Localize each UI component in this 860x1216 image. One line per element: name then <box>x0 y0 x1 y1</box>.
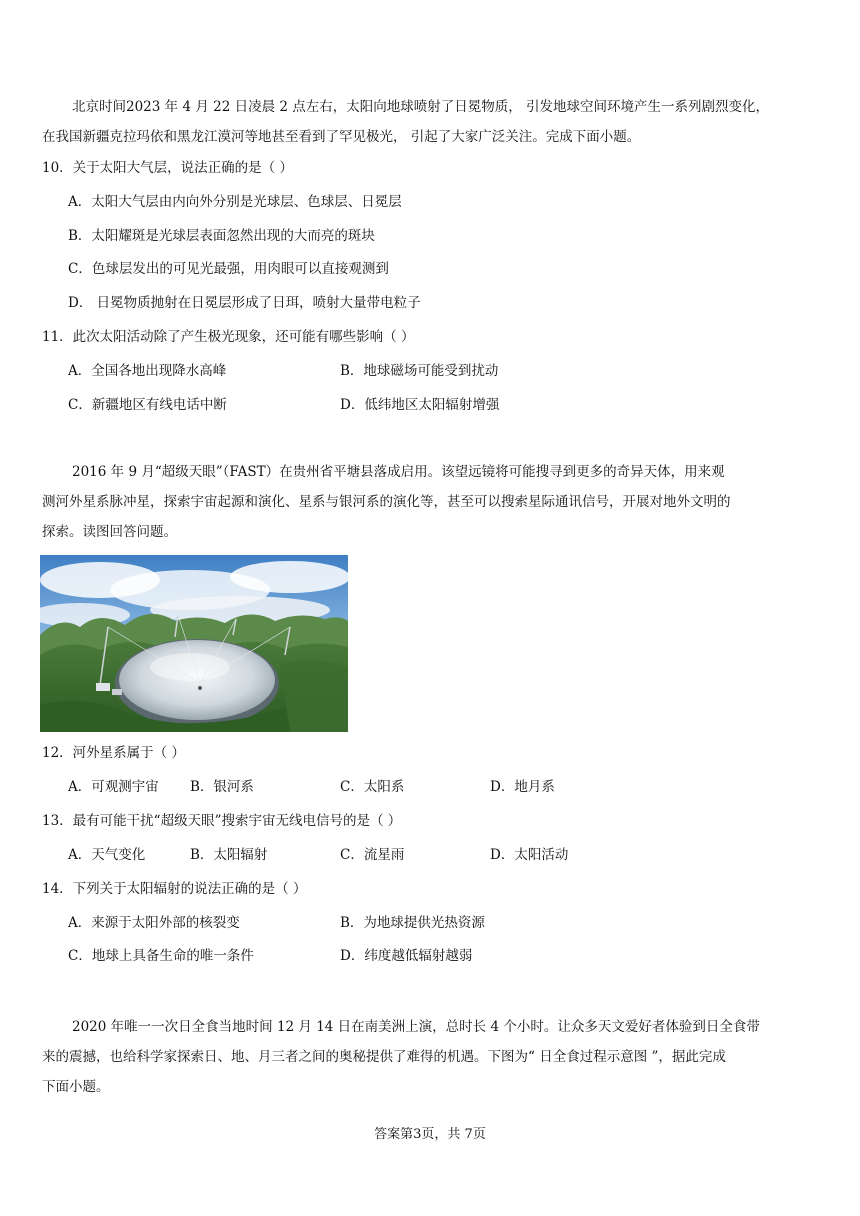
question-10-option-d: D． 日冕物质抛射在日冕层形成了日珥，喷射大量带电粒子 <box>68 295 421 311</box>
question-14-option-d: D．纬度越低辐射越弱 <box>340 948 473 964</box>
question-11-option-b: B．地球磁场可能受到扰动 <box>340 363 499 379</box>
passage-line: 2020 年唯一一次日全食当地时间 12 月 14 日在南美洲上演，总时长 4 个小时。让众多天文爱好者体验到日全食带 <box>72 1019 760 1035</box>
question-14-stem: 14．下列关于太阳辐射的说法正确的是（ ） <box>42 881 307 897</box>
question-14-option-c: C．地球上具备生命的唯一条件 <box>68 948 254 964</box>
fast-telescope-photo <box>40 555 348 732</box>
question-12-option-d: D．地月系 <box>490 779 555 795</box>
question-13-option-c: C．流星雨 <box>340 847 405 863</box>
question-14-option-b: B．为地球提供光热资源 <box>340 915 485 931</box>
question-12-option-b: B．银河系 <box>190 779 254 795</box>
question-10-option-a: A．太阳大气层由内向外分别是光球层、色球层、日冕层 <box>68 194 402 210</box>
question-11-option-d: D．低纬地区太阳辐射增强 <box>340 397 500 413</box>
question-14-option-a: A．来源于太阳外部的核裂变 <box>68 915 240 931</box>
page-footer: 答案第3页，共 7页 <box>374 1127 486 1142</box>
passage-line: 在我国新疆克拉玛依和黑龙江漠河等地甚至看到了罕见极光， 引起了大家广泛关注。完成下面小题。 <box>42 129 641 145</box>
passage-line: 探索。读图回答问题。 <box>42 524 177 540</box>
passage-solar-eclipse <box>42 1012 818 1102</box>
passage-line: 下面小题。 <box>42 1079 110 1095</box>
question-12-option-c: C．太阳系 <box>340 779 405 795</box>
question-10-stem: 10．关于太阳大气层，说法正确的是（ ） <box>42 160 293 176</box>
question-13-option-a: A．天气变化 <box>68 847 146 863</box>
passage-solar-activity <box>42 92 818 152</box>
question-13-option-b: B．太阳辐射 <box>190 847 268 863</box>
question-10-option-b: B．太阳耀斑是光球层表面忽然出现的大而亮的斑块 <box>68 228 375 244</box>
passage-line: 测河外星系脉冲星，探索宇宙起源和演化、星系与银河系的演化等，甚至可以搜索星际通讯信号，开展对地外文明的 <box>42 494 731 510</box>
question-11-option-c: C．新疆地区有线电话中断 <box>68 397 227 413</box>
passage-fast-telescope <box>42 457 818 547</box>
question-12-option-a: A．可观测宇宙 <box>68 779 159 795</box>
passage-line: 来的震撼，也给科学家探索日、地、月三者之间的奥秘提供了难得的机遇。下图为“ 日全食过程示意图 ”，据此完成 <box>42 1049 726 1065</box>
passage-line: 2016 年 9 月“超级天眼”（FAST）在贵州省平塘县落成启用。该望远镜将可能搜寻到更多的奇异天体，用来观 <box>72 464 725 480</box>
question-13-stem: 13．最有可能干扰“超级天眼”搜索宇宙无线电信号的是（ ） <box>42 813 402 829</box>
question-11-option-a: A．全国各地出现降水高峰 <box>68 363 227 379</box>
question-11-stem: 11．此次太阳活动除了产生极光现象，还可能有哪些影响（ ） <box>42 329 415 345</box>
question-10-option-c: C．色球层发出的可见光最强，用肉眼可以直接观测到 <box>68 261 389 277</box>
passage-line: 北京时间2023 年 4 月 22 日凌晨 2 点左右，太阳向地球喷射了日冕物质， 引发地球空间环境产生一系列剧烈变化， <box>72 99 770 115</box>
question-12-stem: 12．河外星系属于（ ） <box>42 745 185 761</box>
question-13-option-d: D．太阳活动 <box>490 847 569 863</box>
